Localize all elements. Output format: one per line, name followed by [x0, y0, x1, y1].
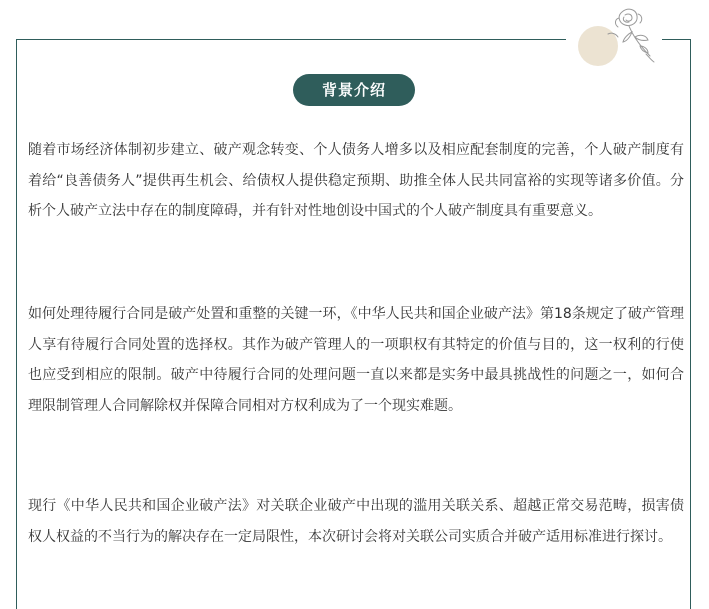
paragraph-1: 随着市场经济体制初步建立、破产观念转变、个人债务人增多以及相应配套制度的完善，个人破产制度有着给“良善债务人”提供再生机会、给债权人提供稳定预期、助推全体人民共同富裕的实现等诸多价值。分析个人破产立法中存在的制度障碍，并有针对性地创设中国式的个人破产制度具有重要意义。 — [28, 142, 684, 220]
flower-decoration — [566, 4, 662, 68]
flower-sketch-icon — [588, 4, 662, 66]
section-title: 背景介绍 — [293, 74, 415, 106]
paragraph-3: 现行《中华人民共和国企业破产法》对关联企业破产中出现的滥用关联关系、超越正常交易范畴，损害债权人权益的不当行为的解决存在一定局限性，本次研讨会将对关联公司实质合并破产适用标准进行探讨。 — [28, 498, 684, 545]
paragraph-2: 如何处理待履行合同是破产处置和重整的关键一环，《中华人民共和国企业破产法》第18条规定了破产管理人享有待履行合同处置的选择权。其作为破产管理人的一项职权有其特定的价值与目的，这一权利的行使也应受到相应的限制。破产中待履行合同的处理问题一直以来都是实务中最具挑战性的问题之一，如何合理限制管理人合同解除权并保障合同相对方权利成为了一个现实难题。 — [28, 306, 684, 414]
